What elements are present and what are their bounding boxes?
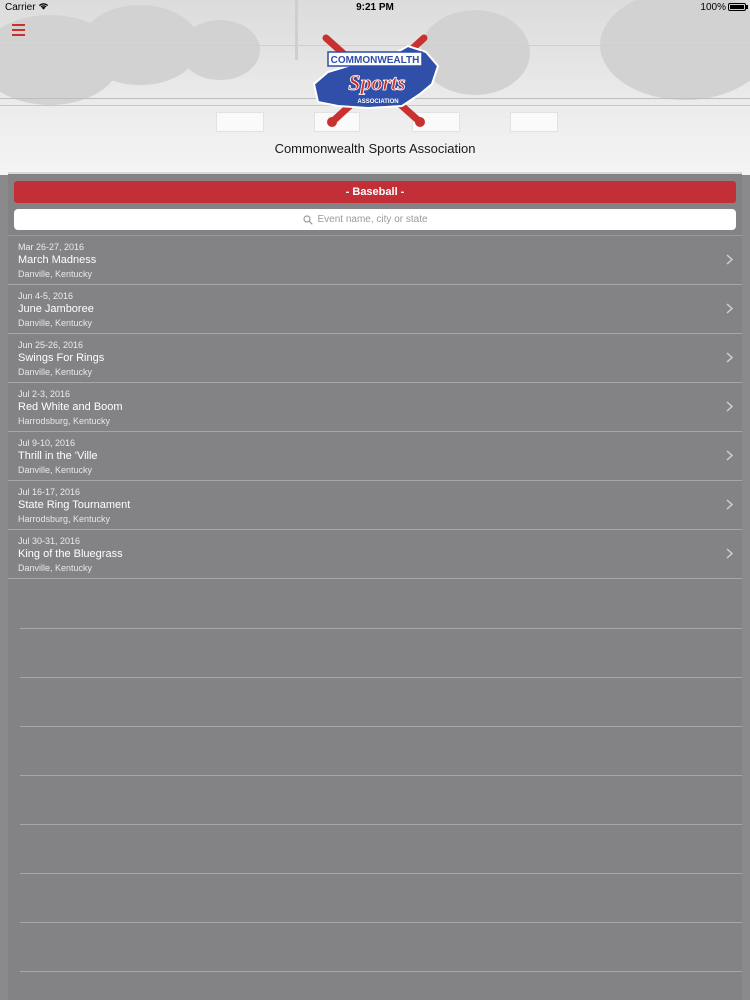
logo-text-main: Sports	[348, 70, 406, 95]
event-name: Swings For Rings	[18, 352, 105, 364]
event-name: Red White and Boom	[18, 401, 123, 413]
carrier-label: Carrier	[5, 2, 36, 13]
chevron-right-icon	[726, 254, 733, 265]
event-date: Mar 26-27, 2016	[18, 242, 85, 252]
event-row[interactable]	[8, 481, 742, 530]
event-location: Danville, Kentucky	[18, 465, 93, 475]
logo-text-bottom: ASSOCIATION	[357, 99, 399, 105]
event-list	[8, 236, 742, 579]
chevron-right-icon	[726, 401, 733, 412]
sport-selector-button[interactable]: - Baseball -	[14, 181, 736, 203]
empty-row-divider	[20, 775, 742, 776]
event-date: Jul 30-31, 2016	[18, 536, 81, 546]
page-title: Commonwealth Sports Association	[274, 141, 476, 156]
events-panel	[8, 172, 742, 1000]
event-row[interactable]	[8, 334, 742, 383]
menu-icon[interactable]	[12, 24, 25, 36]
event-name: Thrill in the 'Ville	[18, 450, 98, 462]
battery-percent: 100%	[700, 2, 726, 13]
event-date: Jul 9-10, 2016	[18, 438, 76, 448]
chevron-right-icon	[726, 499, 733, 510]
event-name: March Madness	[18, 254, 97, 266]
event-row[interactable]	[8, 285, 742, 334]
event-row[interactable]	[8, 530, 742, 579]
event-name: King of the Bluegrass	[18, 548, 123, 560]
event-location: Danville, Kentucky	[18, 367, 93, 377]
clock: 9:21 PM	[356, 2, 394, 13]
event-name: June Jamboree	[18, 303, 94, 315]
search-input[interactable]	[318, 214, 448, 225]
battery-icon	[728, 3, 746, 11]
event-date: Jun 25-26, 2016	[18, 340, 84, 350]
commonwealth-sports-logo	[308, 32, 442, 130]
event-location: Harrodsburg, Kentucky	[18, 514, 111, 524]
empty-row-divider	[20, 922, 742, 923]
search-icon	[303, 215, 313, 225]
logo-text-top: COMMONWEALTH	[330, 55, 420, 66]
empty-row-divider	[20, 971, 742, 972]
empty-row-divider	[20, 726, 742, 727]
event-location: Danville, Kentucky	[18, 269, 93, 279]
event-name: State Ring Tournament	[18, 499, 131, 511]
event-location: Danville, Kentucky	[18, 563, 93, 573]
event-date: Jul 2-3, 2016	[18, 389, 71, 399]
empty-row-divider	[20, 628, 742, 629]
chevron-right-icon	[726, 352, 733, 363]
event-row[interactable]	[8, 383, 742, 432]
empty-row-divider	[20, 873, 742, 874]
chevron-right-icon	[726, 548, 733, 559]
event-row[interactable]	[8, 432, 742, 481]
status-bar	[0, 0, 750, 16]
chevron-right-icon	[726, 450, 733, 461]
empty-row-divider	[20, 677, 742, 678]
event-row[interactable]	[8, 236, 742, 285]
chevron-right-icon	[726, 303, 733, 314]
search-bar[interactable]	[14, 209, 736, 230]
event-date: Jun 4-5, 2016	[18, 291, 74, 301]
event-location: Harrodsburg, Kentucky	[18, 416, 111, 426]
event-date: Jul 16-17, 2016	[18, 487, 81, 497]
event-location: Danville, Kentucky	[18, 318, 93, 328]
empty-row-divider	[20, 824, 742, 825]
